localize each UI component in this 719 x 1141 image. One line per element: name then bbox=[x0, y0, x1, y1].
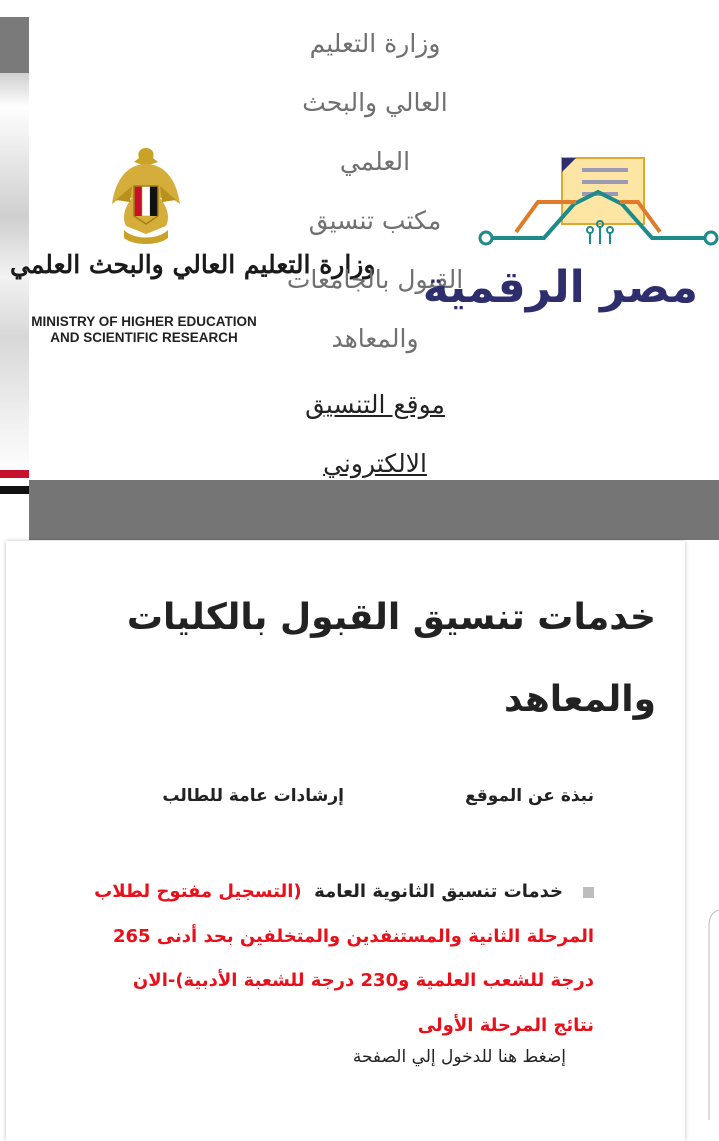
enter-page-link[interactable]: إضغط هنا للدخول إلي الصفحة bbox=[352, 1047, 566, 1067]
tab-student-guidelines[interactable]: إرشادات عامة للطالب bbox=[162, 786, 344, 806]
digital-egypt-text: مصر الرقمية bbox=[422, 262, 698, 313]
egypt-flag-strip bbox=[0, 470, 29, 500]
eagle-emblem-icon bbox=[110, 142, 182, 246]
side-panel-edge bbox=[708, 910, 719, 1120]
header-title-line: العلمي bbox=[339, 147, 411, 176]
header-title-line: مكتب تنسيق bbox=[308, 206, 442, 235]
ministry-logo-english-line1: MINISTRY OF HIGHER EDUCATION bbox=[31, 314, 257, 329]
service-item bbox=[94, 870, 594, 1048]
header-title-line: والمعاهد bbox=[331, 324, 419, 353]
tab-about-site[interactable]: نبذة عن الموقع bbox=[465, 786, 594, 806]
square-bullet-icon bbox=[583, 887, 594, 898]
header-title-line: وزارة التعليم bbox=[309, 29, 441, 58]
site-link-line1[interactable]: موقع التنسيق bbox=[305, 390, 445, 419]
ministry-logo-english-line2: AND SCIENTIFIC RESEARCH bbox=[50, 330, 238, 345]
header-title-line: القبول بالجامعات bbox=[286, 265, 464, 294]
ministry-logo-english bbox=[10, 314, 278, 346]
site-link-line2[interactable]: الالكتروني bbox=[323, 449, 427, 478]
header-title bbox=[270, 20, 480, 492]
digital-egypt-logo[interactable] bbox=[422, 152, 719, 332]
ministry-logo-arabic: وزارة التعليم العالي والبحث العلمي bbox=[10, 250, 376, 279]
digital-egypt-envelope-icon bbox=[478, 152, 719, 262]
header-title-line: العالي والبحث bbox=[302, 88, 448, 117]
registration-notice: (التسجيل مفتوح لطلاب المرحلة الثانية والمستنفدين والمتخلفين بحد أدنى 265 درجة للشعب العلمية و230 درجة للشعبة الأدبية)-الان نتائج المرحلة الأولى bbox=[94, 881, 594, 1036]
page-title: خدمات تنسيق القبول بالكليات والمعاهد bbox=[126, 597, 656, 720]
browser-top-bar bbox=[0, 0, 719, 18]
services-card bbox=[6, 541, 685, 1141]
header-bottom-band bbox=[29, 480, 719, 540]
service-prefix: خدمات تنسيق الثانوية العامة bbox=[314, 881, 563, 902]
